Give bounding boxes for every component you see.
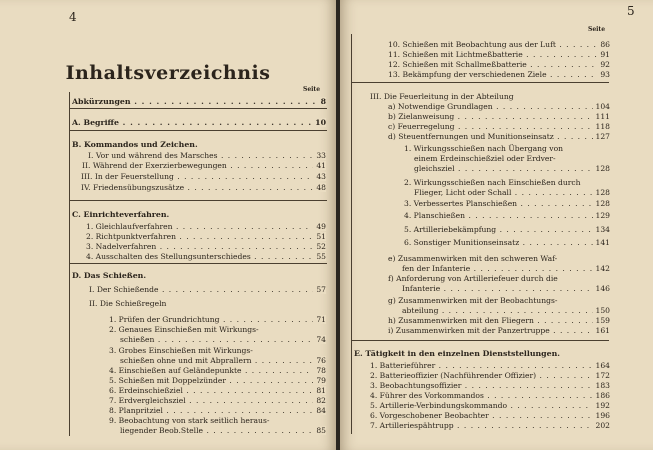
toc-entry [388, 40, 610, 49]
toc-entry-page: 186 [593, 391, 611, 400]
toc-entry [109, 325, 326, 334]
toc-entry-title: liegender Beob.Stelle . . . [120, 426, 326, 435]
toc-entry [388, 112, 610, 121]
toc-entry-page: 78 [313, 366, 326, 375]
toc-entry-page: 43 [313, 172, 326, 181]
toc-entry-page: 192 [593, 401, 611, 410]
toc-entry-page: 161 [593, 326, 611, 335]
toc-entry-title: einem Erdeinschießziel oder Erdver- [414, 154, 556, 163]
toc-entry [120, 356, 326, 365]
toc-entry-title: IV. Friedensübungszusätze . . . [81, 183, 326, 192]
toc-entry [86, 252, 326, 261]
toc-entry-title: d) Steuentfernungen und Munitionseinsatz . . . [388, 132, 610, 141]
toc-entry-title: 4. Ausschalten des Stellungsunterschiedes . . . [86, 252, 326, 261]
toc-entry [88, 151, 326, 160]
toc-entry-title: a) Notwendige Grundlagen . . . [388, 102, 610, 111]
toc-entry [402, 306, 610, 315]
toc-entry [120, 426, 326, 435]
rule-after-abkuerzungen [69, 108, 327, 109]
toc-entry [388, 326, 610, 335]
toc-entry-title: c) Feuerregelung . . . [388, 122, 610, 131]
toc-entry-page: 92 [597, 60, 610, 69]
toc-entry [370, 421, 610, 430]
toc-entry-page: 111 [593, 112, 611, 121]
right-page-number: 5 [627, 4, 635, 18]
toc-entry-page: 51 [313, 232, 326, 241]
toc-entry-page: 129 [593, 211, 611, 220]
toc-entry [72, 210, 326, 219]
toc-entry-page: 79 [313, 376, 326, 385]
toc-entry [370, 361, 610, 370]
toc-entry-page: 48 [313, 183, 326, 192]
toc-entry-title: Abkürzungen . . . [72, 97, 326, 106]
toc-entry-title: 3. Grobes Einschießen mit Wirkungs- [109, 346, 253, 355]
toc-entry-title: g) Zusammenwirken mit der Beobachtungs- [388, 296, 558, 305]
toc-entry-title: 1. Batterieführer . . . [370, 361, 610, 370]
toc-entry [109, 386, 326, 395]
toc-entry [86, 232, 326, 241]
left-vertical-rule [69, 92, 70, 436]
toc-entry [72, 118, 326, 127]
toc-entry [370, 371, 610, 380]
rule-after-begriffe [69, 130, 327, 131]
toc-entry-title: h) Zusammenwirken mit den Fliegern . . . [388, 316, 610, 325]
toc-entry-title: I. Der Schießende . . . [89, 285, 326, 294]
toc-entry-title: 13. Bekämpfung der verschiedenen Ziele . . . [388, 70, 610, 79]
rule-after-kommandos [69, 200, 327, 201]
toc-entry [370, 92, 610, 101]
toc-entry [86, 222, 326, 231]
toc-entry [89, 299, 326, 308]
toc-entry [109, 416, 326, 425]
toc-entry-title: fen der Infanterie . . . [402, 264, 610, 273]
toc-entry-title: gleichsziel . . . [414, 164, 610, 173]
toc-entry-page: 202 [593, 421, 611, 430]
toc-entry [414, 164, 610, 173]
toc-entry [404, 178, 610, 187]
toc-entry-page: 49 [313, 222, 326, 231]
toc-entry-page: 74 [313, 335, 326, 344]
left-page-number: 4 [69, 10, 77, 24]
toc-entry-title: A. Begriffe . . . [72, 118, 326, 127]
toc-entry [109, 366, 326, 375]
toc-entry-title: 5. Artilleriebekämpfung . . . [404, 225, 610, 234]
toc-entry [388, 132, 610, 141]
toc-entry-title: 1. Gleichlaufverfahren . . . [86, 222, 326, 231]
right-seite-label: Seite [588, 26, 606, 33]
toc-entry-page: 86 [597, 40, 610, 49]
toc-entry [388, 50, 610, 59]
toc-entry-page: 71 [313, 315, 326, 324]
toc-entry [109, 376, 326, 385]
toc-entry-title: E. Tätigkeit in den einzelnen Dienststellungen. [354, 349, 560, 358]
toc-entry-page: 85 [313, 426, 326, 435]
toc-entry-title: 3. Verbessertes Planschießen . . . [404, 199, 610, 208]
toc-entry-title: 4. Einschießen auf Geländepunkte . . . [109, 366, 326, 375]
toc-entry-title: 6. Sonstiger Munitionseinsatz . . . [404, 238, 610, 247]
toc-entry-title: 2. Richtpunktverfahren . . . [86, 232, 326, 241]
toc-entry [388, 254, 610, 263]
toc-entry-title: 12. Schießen mit Schallmeßbatterie . . . [388, 60, 610, 69]
toc-entry [404, 199, 610, 208]
toc-entry [72, 140, 326, 149]
toc-entry [89, 285, 326, 294]
toc-entry [404, 144, 610, 153]
toc-entry-page: 55 [313, 252, 326, 261]
toc-entry [388, 60, 610, 69]
toc-entry-title: II. Während der Exerzierbewegungen . . . [82, 161, 326, 170]
toc-entry [109, 406, 326, 415]
toc-entry-title: 5. Artillerie-Verbindungskommando . . . [370, 401, 610, 410]
toc-entry-page: 142 [593, 264, 611, 273]
toc-entry-page: 52 [313, 242, 326, 251]
toc-entry-title: Infanterie . . . [402, 284, 610, 293]
toc-entry-title: 10. Schießen mit Beobachtung aus der Luft . . . [388, 40, 610, 49]
toc-entry-title: 1. Prüfen der Grundrichtung . . . [109, 315, 326, 324]
toc-entry-page: 146 [593, 284, 611, 293]
toc-entry [402, 284, 610, 293]
toc-entry-page: 164 [593, 361, 611, 370]
toc-entry-title: 11. Schießen mit Lichtmeßbatterie . . . [388, 50, 610, 59]
toc-entry-page: 8 [318, 97, 326, 106]
toc-entry-page: 91 [597, 50, 610, 59]
toc-entry [370, 411, 610, 420]
toc-entry-title: D. Das Schießen. [72, 271, 147, 280]
toc-entry-title: 2. Batterieoffizier (Nachführender Offizier) . . . [370, 371, 610, 380]
toc-entry [388, 102, 610, 111]
toc-entry-title: III. In der Feuerstellung . . . [81, 172, 326, 181]
rule-before-section-e [351, 340, 609, 341]
toc-entry-title: abteilung . . . [402, 306, 610, 315]
toc-entry-title: 6. Erdeinschießziel . . . [109, 386, 326, 395]
toc-entry-page: 82 [313, 396, 326, 405]
toc-entry-page: 128 [593, 199, 611, 208]
toc-entry [370, 391, 610, 400]
toc-entry [81, 183, 326, 192]
toc-entry-title: 1. Wirkungsschießen nach Übergang von [404, 144, 564, 153]
toc-entry-page: 159 [593, 316, 611, 325]
toc-entry-title: Flieger, Licht oder Schall . . . [414, 188, 610, 197]
toc-entry-title: 9. Beobachtung von stark seitlich heraus- [109, 416, 270, 425]
toc-entry [109, 315, 326, 324]
toc-entry [404, 211, 610, 220]
toc-entry [388, 316, 610, 325]
left-seite-label: Seite [303, 86, 321, 93]
rule-after-einrichteverfahren [69, 263, 327, 264]
toc-entry [72, 271, 326, 280]
toc-entry [72, 97, 326, 106]
toc-entry [388, 296, 610, 305]
toc-entry [414, 154, 610, 163]
toc-entry-title: 3. Nadelverfahren . . . [86, 242, 326, 251]
right-vertical-rule [351, 34, 352, 434]
toc-entry [388, 122, 610, 131]
toc-entry-title: 4. Führer des Vorkommandos . . . [370, 391, 610, 400]
toc-entry-title: II. Die Schießregeln [89, 299, 167, 308]
toc-entry-page: 128 [593, 164, 611, 173]
toc-entry [370, 381, 610, 390]
toc-entry-title: 3. Beobachtungsoffizier . . . [370, 381, 610, 390]
toc-entry [82, 161, 326, 170]
toc-entry-page: 150 [593, 306, 611, 315]
toc-entry-title: III. Die Feuerleitung in der Abteilung [370, 92, 514, 101]
toc-entry-page: 172 [593, 371, 611, 380]
toc-entry [402, 264, 610, 273]
toc-entry-title: 5. Schießen mit Doppelzünder . . . [109, 376, 326, 385]
toc-entry-page: 127 [593, 132, 611, 141]
toc-entry [414, 188, 610, 197]
toc-entry-title: 2. Wirkungsschießen nach Einschießen durch [404, 178, 581, 187]
toc-entry-page: 41 [313, 161, 326, 170]
toc-entry-page: 196 [593, 411, 611, 420]
toc-entry-page: 57 [313, 285, 326, 294]
toc-entry-title: I. Vor und während des Marsches . . . [88, 151, 326, 160]
toc-entry-page: 104 [593, 102, 611, 111]
toc-entry [404, 225, 610, 234]
toc-entry-title: C. Einrichteverfahren. [72, 210, 170, 219]
toc-entry-title: 6. Vorgeschobener Beobachter . . . [370, 411, 610, 420]
toc-entry-page: 118 [593, 122, 611, 131]
toc-entry-title: schießen ohne und mit Abprallern . . . [120, 356, 326, 365]
toc-entry [388, 70, 610, 79]
toc-entry [370, 401, 610, 410]
page-title: Inhaltsverzeichnis [65, 62, 271, 84]
toc-entry-title: 4. Planschießen . . . [404, 211, 610, 220]
toc-entry [388, 274, 610, 283]
toc-entry-title: 7. Artilleriespähtrupp . . . [370, 421, 610, 430]
toc-entry-title: schießen . . . [120, 335, 326, 344]
rule-after-ziele [351, 82, 609, 83]
toc-entry [109, 396, 326, 405]
toc-entry-title: e) Zusammenwirken mit den schweren Waf- [388, 254, 558, 263]
toc-entry-title: f) Anforderung von Artilleriefeuer durch die [388, 274, 558, 283]
toc-entry-page: 10 [312, 118, 326, 127]
toc-entry-page: 76 [313, 356, 326, 365]
toc-entry-title: i) Zusammenwirken mit der Panzertruppe . . . [388, 326, 610, 335]
toc-entry-title: 8. Planpritziel . . . [109, 406, 326, 415]
toc-entry [86, 242, 326, 251]
toc-entry-title: 2. Genaues Einschießen mit Wirkungs- [109, 325, 259, 334]
toc-entry-page: 84 [313, 406, 326, 415]
toc-entry [404, 238, 610, 247]
toc-entry [120, 335, 326, 344]
toc-entry-page: 93 [597, 70, 610, 79]
toc-entry-page: 33 [313, 151, 326, 160]
toc-entry-page: 141 [593, 238, 611, 247]
toc-entry-title: b) Zielanweisung . . . [388, 112, 610, 121]
toc-entry [81, 172, 326, 181]
toc-entry-title: B. Kommandos und Zeichen. [72, 140, 198, 149]
toc-entry-title: 7. Erdvergleichsziel . . . [109, 396, 326, 405]
toc-entry [109, 346, 326, 355]
toc-entry-page: 134 [593, 225, 611, 234]
toc-entry [354, 349, 610, 358]
toc-entry-page: 128 [593, 188, 611, 197]
toc-entry-page: 81 [313, 386, 326, 395]
toc-entry-page: 183 [593, 381, 611, 390]
